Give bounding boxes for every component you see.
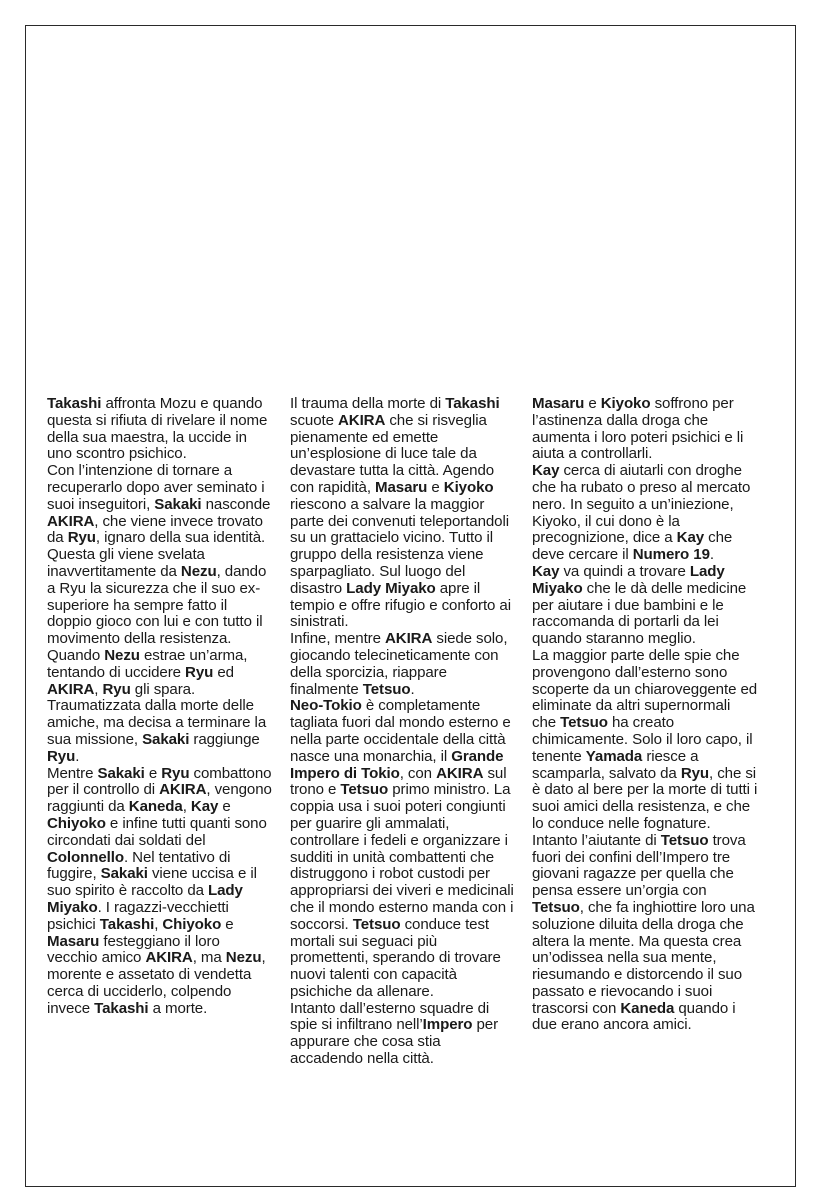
text-run: , bbox=[94, 680, 103, 698]
bold-name: Tetsuo bbox=[340, 781, 389, 799]
text-run: , che fa inghiottire loro una soluzione diluita della droga che altera la mente. Ma questa crea un’odissea nella sua mente, riesumando e distorcendo il suo passato e rievocando i suoi trascorsi con bbox=[532, 898, 755, 1017]
text-run: combattono per il controllo di bbox=[47, 764, 272, 799]
paragraph bbox=[532, 648, 758, 833]
bold-name: Colonnello bbox=[47, 848, 124, 866]
paragraph bbox=[290, 396, 516, 631]
bold-name: Tetsuo bbox=[362, 680, 411, 698]
text-run: trova fuori dei confini dell’Impero tre giovani ragazze per quella che pensa essere un’orgia con bbox=[532, 831, 746, 900]
text-run: , con bbox=[399, 764, 437, 782]
text-run: va quindi a trovare bbox=[559, 562, 690, 580]
text-run: ed bbox=[213, 663, 234, 681]
text-run: Con l’intenzione di tornare a recuperarlo dopo aver seminato i suoi inseguitori, bbox=[47, 462, 265, 513]
bold-name: Masaru bbox=[47, 932, 100, 950]
bold-name: Tetsuo bbox=[352, 915, 401, 933]
bold-name: Grande Impero di Tokio bbox=[290, 747, 504, 782]
text-run: che si risveglia pienamente ed emette un’esplosione di luce tale da devastare tutta la città. Agendo con rapidità, bbox=[290, 411, 495, 496]
text-run: , che viene invece trovato da bbox=[47, 512, 263, 547]
text-run: , che si è dato al bere per la morte di tutti i suoi amici della resistenza, e che lo conduce nelle fognature. bbox=[532, 764, 758, 832]
text-run: , bbox=[182, 798, 191, 816]
text-run: quando i due erano ancora amici. bbox=[532, 999, 736, 1034]
bold-name: Chiyoko bbox=[47, 814, 106, 832]
text-run: gli spara. bbox=[130, 680, 196, 698]
bold-name: AKIRA bbox=[47, 680, 95, 698]
text-run: Mentre bbox=[47, 764, 98, 782]
bold-name: AKIRA bbox=[436, 764, 484, 782]
bold-name: AKIRA bbox=[159, 781, 207, 799]
text-run: per appurare che cosa stia accadendo nella città. bbox=[290, 1016, 499, 1068]
bold-name: Takashi bbox=[445, 395, 500, 412]
bold-name: AKIRA bbox=[145, 949, 193, 967]
bold-name: Nezu bbox=[180, 562, 217, 580]
text-run: . I ragazzi-vecchietti psichici bbox=[47, 898, 229, 933]
bold-name: Kay bbox=[532, 562, 560, 580]
bold-name: Ryu bbox=[102, 680, 131, 698]
text-run: riesce a scamparla, salvato da bbox=[532, 747, 699, 782]
text-run: Traumatizzata dalla morte delle amiche, ma decisa a terminare la sua missione, bbox=[47, 697, 267, 748]
bold-name: Ryu bbox=[47, 747, 76, 765]
bold-name: Yamada bbox=[585, 747, 643, 765]
text-run: nasconde bbox=[201, 495, 271, 513]
bold-name: Kaneda bbox=[128, 798, 183, 816]
text-run: a morte. bbox=[148, 999, 208, 1017]
text-run: . bbox=[410, 680, 415, 698]
bold-name: AKIRA bbox=[384, 630, 433, 648]
text-run: è completamente tagliata fuori dal mondo esterno e nella parte occidentale della città nasce una monarchia, il bbox=[290, 697, 511, 765]
bold-name: Numero 19 bbox=[632, 546, 710, 564]
bold-name: Lady Miyako bbox=[532, 562, 725, 597]
text-run: estrae un’arma, tentando di uccidere bbox=[47, 646, 248, 681]
bold-name: Kaneda bbox=[620, 999, 675, 1017]
text-run: soffrono per l’astinenza dalla droga che aumenta i loro poteri psichici e li aiuta a controllarli. bbox=[532, 395, 744, 463]
paragraph bbox=[47, 698, 273, 765]
text-run: e bbox=[218, 798, 231, 816]
bold-name: Sakaki bbox=[154, 495, 202, 513]
text-run: viene uccisa e il suo spirito è raccolto da bbox=[47, 865, 257, 900]
text-run: Il trauma della morte di bbox=[290, 395, 446, 412]
paragraph bbox=[290, 631, 516, 698]
text-run: . Nel tentativo di fuggire, bbox=[47, 848, 231, 883]
text-run: scuote bbox=[290, 411, 338, 429]
text-run: , morente e assetato di vendetta cerca di ucciderlo, colpendo invece bbox=[47, 949, 266, 1017]
bold-name: Nezu bbox=[104, 646, 140, 664]
text-run: . bbox=[75, 747, 80, 765]
bold-name: Ryu bbox=[67, 529, 96, 547]
text-run: primo ministro. La coppia usa i suoi poteri congiunti per guarire gli ammalati, controllare i fedeli e organizzare i sudditi in unità combattenti che distruggono i robot custodi per appropriarsi dei viveri e medicinali che il mondo esterno manda con i soccorsi. bbox=[290, 781, 514, 933]
text-run: . bbox=[709, 546, 714, 564]
text-column-3 bbox=[532, 396, 758, 1034]
text-run: affronta Mozu e quando questa si rifiuta di rivelare il nome della sua maestra, la uccide in uno scontro psichico. bbox=[47, 395, 268, 463]
text-run: La maggior parte delle spie che provengono dall’esterno sono scoperte da un chiaroveggente ed eliminate da altri supernormali che bbox=[532, 646, 758, 732]
text-run: siede solo, giocando telecineticamente con della sporcizia, riappare finalmente bbox=[290, 630, 508, 698]
bold-name: Kay bbox=[676, 529, 705, 547]
bold-name: Tetsuo bbox=[560, 714, 608, 732]
bold-name: Ryu bbox=[185, 663, 214, 681]
text-run: , vengono raggiunti da bbox=[47, 781, 272, 816]
text-run: conduce test mortali sui seguaci più promettenti, sperando di trovare nuovi talenti con capacità psichiche da allenare. bbox=[290, 915, 501, 1000]
text-run: ha creato chimicamente. Solo il loro capo, il tenente bbox=[532, 714, 753, 765]
paragraph bbox=[532, 396, 758, 463]
paragraph bbox=[532, 463, 758, 564]
bold-name: Kiyoko bbox=[600, 395, 651, 412]
text-run: Infine, mentre bbox=[290, 630, 385, 648]
text-run: raggiunge bbox=[189, 730, 260, 748]
bold-name: Ryu bbox=[161, 764, 190, 782]
text-run: e bbox=[144, 764, 162, 782]
text-run: , ignaro della sua identità. Questa gli viene svelata inavvertitamente da bbox=[47, 529, 266, 580]
text-run: e infine tutti quanti sono circondati dai soldati del bbox=[47, 814, 267, 849]
bold-name: Tetsuo bbox=[532, 898, 580, 916]
bold-name: Masaru bbox=[532, 395, 585, 412]
bold-name: Nezu bbox=[225, 949, 262, 967]
text-run: apre il tempio e offre rifugio e conforto ai sinistrati. bbox=[290, 579, 511, 631]
bold-name: Neo-Tokio bbox=[290, 697, 362, 715]
bold-name: Ryu bbox=[680, 764, 710, 782]
bold-name: Takashi bbox=[99, 915, 155, 933]
paragraph bbox=[290, 1001, 516, 1068]
paragraph bbox=[532, 833, 758, 1035]
bold-name: Sakaki bbox=[97, 764, 145, 782]
paragraph bbox=[47, 396, 273, 463]
text-run: e bbox=[221, 915, 234, 933]
bold-name: Kay bbox=[190, 798, 219, 816]
bold-name: Kiyoko bbox=[443, 478, 494, 496]
paragraph bbox=[47, 463, 273, 698]
text-run: festeggiano il loro vecchio amico bbox=[47, 932, 220, 967]
text-run: sul trono e bbox=[290, 764, 507, 799]
text-column-2 bbox=[290, 396, 516, 1068]
text-run: , dando a Ryu la sicurezza che il suo ex-superiore ha sempre fatto il doppio gioco con lui e con tutto il movimento della resistenza. Quando bbox=[47, 562, 267, 664]
text-run: cerca di aiutarli con droghe che ha rubato o preso al mercato nero. In seguito a un’iniezione, Kiyoko, il cui dono è la precognizione, dice a bbox=[532, 462, 751, 547]
text-run: e bbox=[427, 478, 444, 496]
bold-name: Sakaki bbox=[100, 865, 148, 883]
bold-name: Kay bbox=[532, 462, 560, 480]
paragraph bbox=[290, 698, 516, 1000]
bold-name: Chiyoko bbox=[162, 915, 222, 933]
paragraph bbox=[47, 766, 273, 1018]
text-run: e bbox=[584, 395, 601, 412]
bold-name: AKIRA bbox=[337, 411, 386, 429]
bold-name: Impero bbox=[422, 1016, 473, 1034]
bold-name: Lady Miyako bbox=[346, 579, 436, 597]
text-run: che deve cercare il bbox=[532, 529, 733, 564]
text-run: , ma bbox=[192, 949, 226, 967]
text-run: Intanto dall’esterno squadre di spie si infiltrano nell’ bbox=[290, 999, 490, 1034]
text-run: riescono a salvare la maggior parte dei convenuti teleportandoli su un grattacielo vicino. Tutto il gruppo della resistenza viene sparpagliato. Sul luogo del disastro bbox=[290, 495, 509, 597]
text-run: Intanto l’aiutante di bbox=[532, 831, 661, 849]
text-column-1 bbox=[47, 396, 273, 1017]
bold-name: Lady Miyako bbox=[47, 882, 243, 916]
bold-name: Tetsuo bbox=[660, 831, 709, 849]
text-run: che le dà delle medicine per aiutare i due bambini e le raccomanda di portarli da lei quando staranno meglio. bbox=[532, 579, 747, 648]
bold-name: AKIRA bbox=[47, 512, 95, 530]
bold-name: Takashi bbox=[47, 395, 102, 412]
paragraph bbox=[532, 564, 758, 648]
text-run: , bbox=[154, 915, 163, 933]
bold-name: Masaru bbox=[375, 478, 428, 496]
bold-name: Sakaki bbox=[142, 730, 190, 748]
bold-name: Takashi bbox=[94, 999, 149, 1017]
